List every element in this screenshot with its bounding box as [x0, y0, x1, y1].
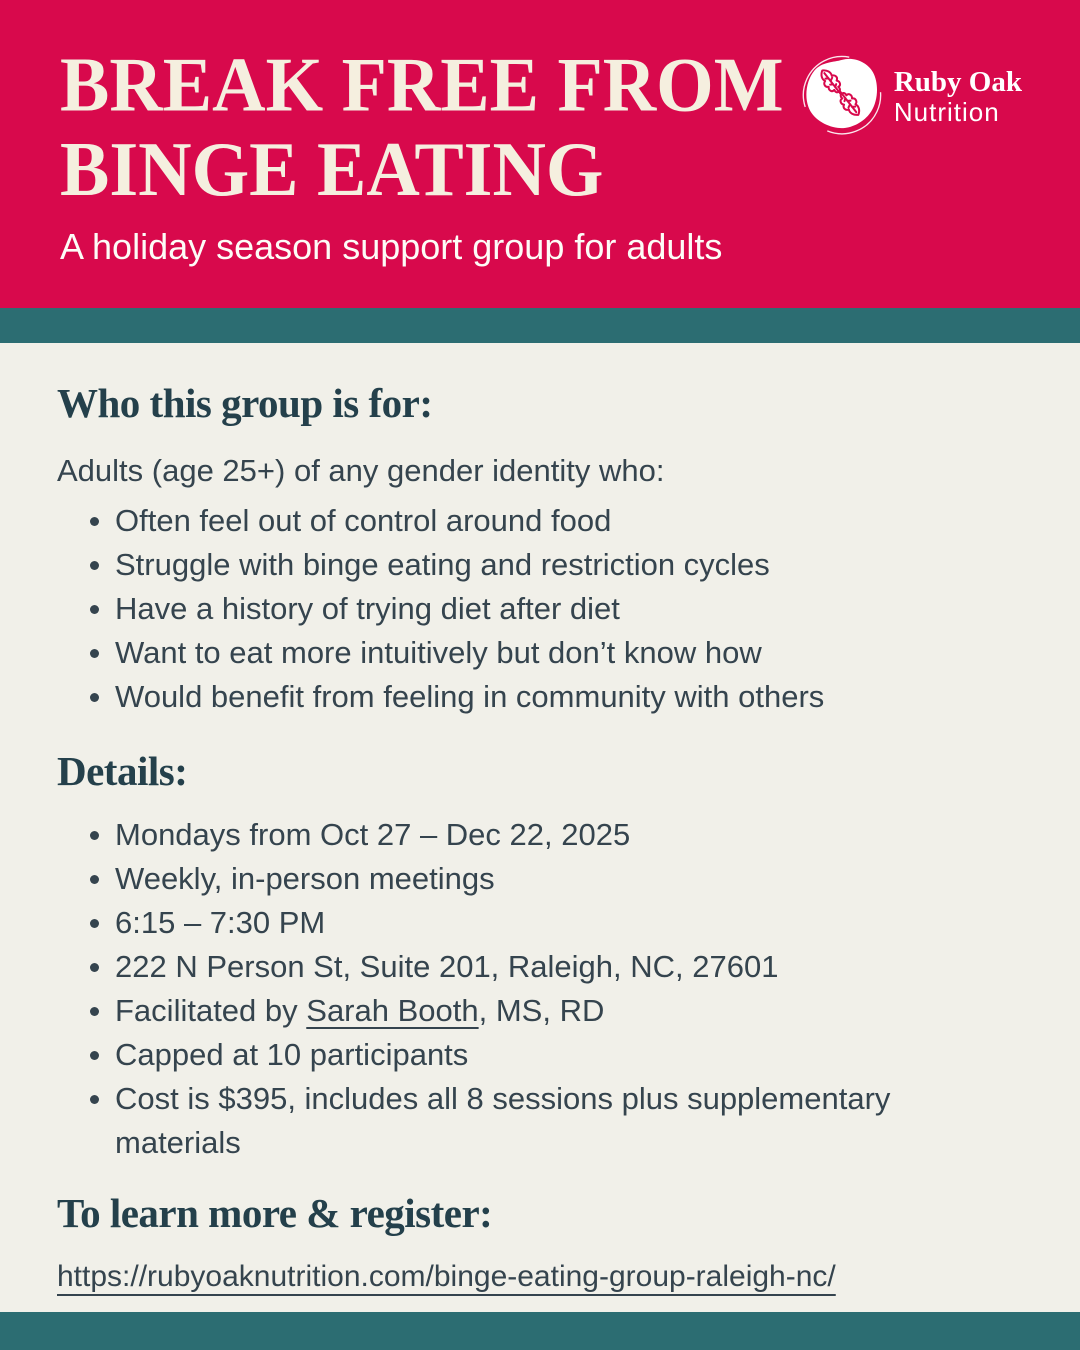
details-list: [57, 813, 1020, 1165]
list-item: Often feel out of control around food: [57, 499, 1020, 543]
who-intro: Adults (age 25+) of any gender identity who:: [57, 453, 665, 488]
facilitator-prefix: Facilitated by: [115, 993, 307, 1028]
who-list: [57, 499, 1020, 719]
list-item: Have a history of trying diet after diet: [57, 587, 1020, 631]
header-banner: [0, 0, 1080, 308]
list-item: Struggle with binge eating and restriction cycles: [57, 543, 1020, 587]
teal-divider: [0, 308, 1080, 343]
list-item: 6:15 – 7:30 PM: [57, 901, 1020, 945]
list-item-facilitator: [57, 989, 1020, 1033]
brand-descriptor: Nutrition: [893, 96, 1000, 127]
list-item: Want to eat more intuitively but don’t know how: [57, 631, 1020, 675]
page-title: [60, 44, 784, 212]
section-heading-details: Details:: [57, 748, 188, 794]
oak-leaves-blob-icon: [800, 52, 884, 140]
list-item: Capped at 10 participants: [57, 1033, 1020, 1077]
brand-name: Ruby Oak: [893, 65, 1022, 98]
brand-logo: [800, 52, 1022, 140]
list-item: Would benefit from feeling in community with others: [57, 675, 1020, 719]
list-item: Weekly, in-person meetings: [57, 857, 1020, 901]
facilitator-link[interactable]: Sarah Booth: [306, 993, 479, 1028]
list-item: Cost is $395, includes all 8 sessions plus supplementary materials: [57, 1077, 1020, 1165]
registration-link[interactable]: https://rubyoaknutrition.com/binge-eating-group-raleigh-nc/: [57, 1260, 836, 1293]
section-heading-register: To learn more & register:: [57, 1190, 493, 1236]
teal-footer: [0, 1312, 1080, 1350]
subtitle: A holiday season support group for adults: [60, 226, 723, 267]
brand-wordmark: [894, 67, 1022, 126]
section-heading-who: Who this group is for:: [57, 380, 433, 426]
title-line-2: BINGE EATING: [60, 127, 604, 213]
flyer-body: [0, 343, 1080, 1312]
list-item: Mondays from Oct 27 – Dec 22, 2025: [57, 813, 1020, 857]
facilitator-suffix: , MS, RD: [478, 993, 605, 1028]
title-line-1: BREAK FREE FROM: [60, 42, 784, 129]
list-item: 222 N Person St, Suite 201, Raleigh, NC, 27601: [57, 945, 1020, 989]
